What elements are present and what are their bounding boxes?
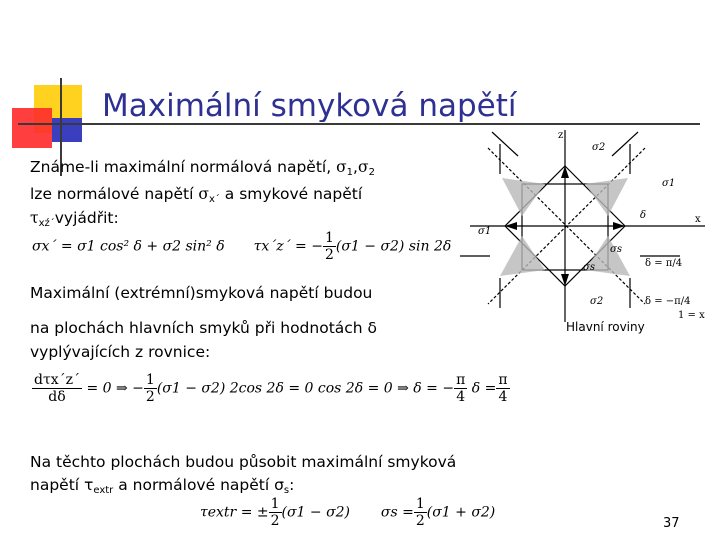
equation-2 (32, 372, 510, 405)
text-line-1 (30, 157, 375, 183)
svg-text:δ = π/4: δ = π/4 (645, 258, 683, 269)
sigma-symbol-3: σ (198, 185, 209, 203)
line8-pre: napětí τ (30, 476, 94, 494)
shaded-wedge-1 (500, 236, 545, 276)
eq3-left-post: (σ1 − σ2) (281, 504, 351, 521)
svg-text:σs: σs (583, 262, 595, 273)
line8-sub-s: s (283, 485, 290, 496)
text-line-6: vyplývajících z rovnice: (30, 343, 211, 361)
line2-text: lze normálové napětí (30, 185, 199, 203)
eq3-fraction-1: $\frac{1}{2}$ (270, 496, 280, 529)
eq2-derivative: $\frac{\text{dτx´z´}}{d\delta}$ (34, 372, 80, 405)
shaded-wedge-3 (502, 178, 545, 216)
svg-text:σ1: σ1 (662, 178, 676, 189)
line8-mid: a normálové napětí σ (113, 476, 284, 494)
svg-text:δ = −π/4: δ = −π/4 (645, 296, 691, 307)
diagram-caption: Hlavní roviny (566, 320, 645, 334)
sigma-sub-1: 1 (346, 167, 354, 178)
line2-sub: x´ (208, 194, 220, 205)
svg-text:σ1: σ1 (478, 226, 492, 237)
shaded-wedge-4 (585, 178, 628, 216)
eq1-left: σx´ = σ1 cos² δ + σ2 sin² δ (32, 238, 225, 255)
page-number: 37 (663, 516, 680, 531)
text-line-7: Na těchto plochách budou působit maximální smyková (30, 453, 457, 471)
line8-sub-extr: extr (93, 485, 114, 496)
svg-text:σs: σs (610, 244, 622, 255)
svg-text:x: x (695, 214, 701, 225)
equation-3 (200, 496, 495, 529)
line2-post: a smykové napětí (219, 185, 363, 203)
text-line-5: na plochách hlavních smyků při hodnotách δ (30, 319, 378, 337)
text-line-2 (30, 184, 362, 210)
svg-text:σ2: σ2 (592, 142, 606, 153)
svg-text:z: z (558, 130, 564, 141)
eq2-fraction: $\frac{1}{2}$ (145, 372, 155, 405)
eq3-left-pre: τextr = ± (200, 504, 269, 521)
line8-end: : (289, 476, 295, 494)
eq3-fraction-2: $\frac{1}{2}$ (415, 496, 425, 529)
eq2-part-b: (σ1 − σ2) 2cos 2δ = 0 cos 2δ = 0 ⇒ δ = − (156, 380, 455, 397)
sigma-symbol: σ (336, 158, 347, 176)
svg-text:σ2: σ2 (590, 296, 604, 307)
comma: , (353, 158, 358, 176)
tau-symbol: τ (30, 209, 39, 227)
equation-1 (32, 230, 451, 263)
eq1-right-post: (σ1 − σ2) sin 2δ (335, 238, 452, 255)
line1-text: Známe-li maximální normálová napětí, (30, 158, 337, 176)
eq1-fraction: $\frac{1}{2}$ (324, 230, 334, 263)
page-title: Maximální smyková napětí (102, 88, 517, 122)
sigma-symbol-2: σ (357, 158, 369, 176)
eq2-pi-fraction-2: $\frac{\pi}{4}$ (498, 372, 508, 405)
text-line-4: Maximální (extrémní)smyková napětí budou (30, 284, 373, 302)
decor-square-blue (52, 118, 82, 142)
eq3-right-post: (σ1 + σ2) (426, 504, 496, 521)
eq2-part-a: = 0 ⇒ − (86, 380, 144, 397)
eq2-part-c: δ = (467, 380, 497, 397)
svg-text:δ: δ (640, 210, 647, 221)
eq3-right-pre: σs = (380, 504, 414, 521)
title-underline (18, 123, 700, 125)
tau-sub: xź´ (38, 218, 55, 229)
eq1-right-pre: τx´z´ = − (253, 238, 323, 255)
eq2-pi-fraction-1: $\frac{\pi}{4}$ (456, 372, 466, 405)
sigma-sub-2: 2 (368, 167, 375, 178)
line3-post: vyjádřit: (54, 209, 119, 227)
decor-square-red (12, 108, 52, 148)
svg-text:1 = x: 1 = x (678, 310, 705, 321)
principal-planes-diagram (440, 126, 710, 326)
